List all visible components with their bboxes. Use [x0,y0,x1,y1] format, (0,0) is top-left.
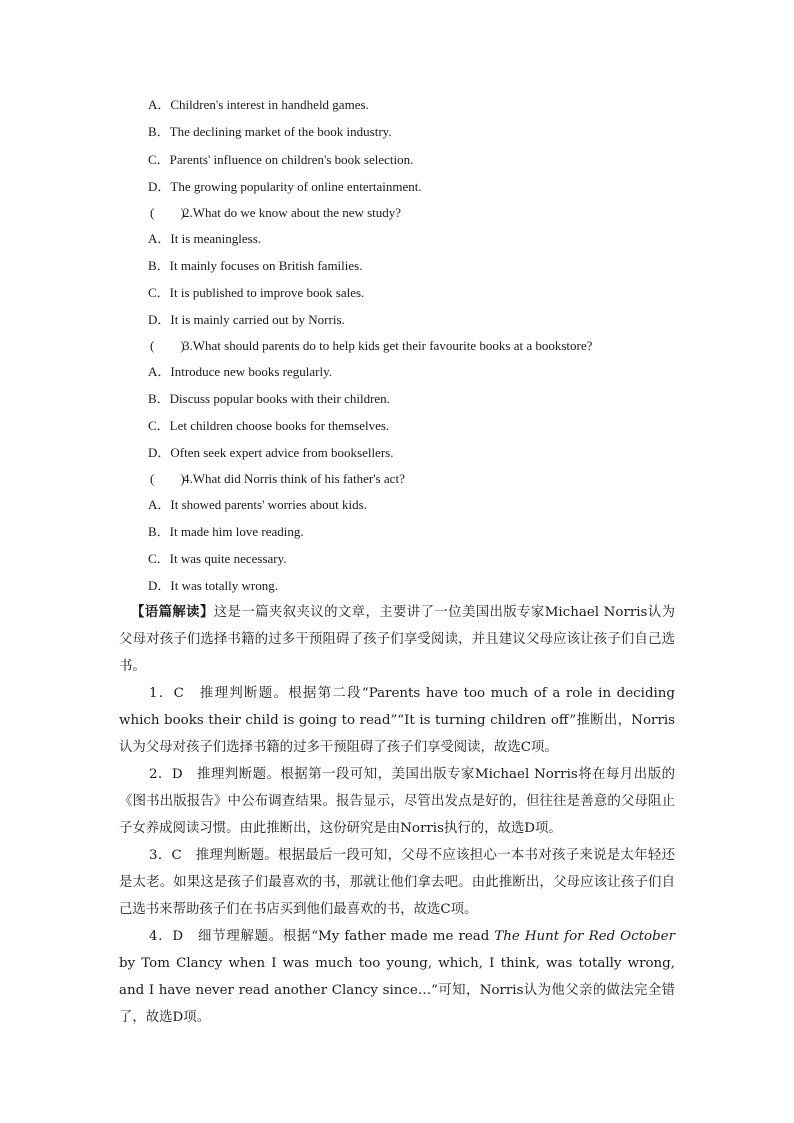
q1-option-c: C．Parents' influence on children's book selection. [148,152,414,167]
analysis-heading [119,599,675,680]
q3-option-b: B．Discuss popular books with their children. [148,391,390,406]
q1-option-d: D．The growing popularity of online entertainment. [148,179,422,194]
answer-2: 2．D 推理判断题。根据第一段可知，美国出版专家Michael Norris将在每月出版的《图书出版报告》中公布调查结果。报告显示，尽管出发点是好的，但往往是善意的父母阻止子女养成阅读习惯。由此推断出，这份研究是由Norris执行的，故选D项。 [119,767,675,836]
q2-stem [150,205,401,221]
q3-option-d: D．Often seek expert advice from booksellers. [148,445,394,460]
analysis-heading-label: 【语篇解读】 [131,604,214,620]
q4-option-c: C．It was quite necessary. [148,551,287,566]
q3-stem-text: 3.What should parents do to help kids get their favourite books at a bookstore? [183,338,593,353]
q3-answer-blank: ( ) [150,338,185,353]
q2-option-b: B．It mainly focuses on British families. [148,258,363,273]
answer-4-post: by Tom Clancy when I was much too young, which, I think, was totally wrong, and I have never read another Clancy since…”可知，Norris认为他父亲的做法完全错了，故选D项。 [119,956,675,1025]
answer-3: 3．C 推理判断题。根据最后一段可知，父母不应该担心一本书对孩子来说是太年轻还是太老。如果这是孩子们最喜欢的书，那就让他们拿去吧。由此推断出，父母应该让孩子们自己选书来帮助孩子们在书店买到他们最喜欢的书，故选C项。 [119,848,675,917]
answer-4-book-title: The Hunt for Red October [494,929,675,944]
analysis-heading-text: 这是一篇夹叙夹议的文章，主要讲了一位美国出版专家Michael Norris认为父母对孩子们选择书籍的过多干预阻碍了孩子们享受阅读，并且建议父母应该让孩子们自己选书。 [119,605,675,674]
q3-stem [150,338,592,354]
q4-option-b: B．It made him love reading. [148,524,304,539]
q2-option-a: A．It is meaningless. [148,231,262,246]
q4-stem-text: 4.What did Norris think of his father's act? [183,471,405,486]
q3-option-a: A．Introduce new books regularly. [148,364,332,379]
analysis-section [119,599,675,1031]
q2-option-d: D．It is mainly carried out by Norris. [148,312,345,327]
q2-stem-text: 2.What do we know about the new study? [183,205,402,220]
q1-option-a: A．Children's interest in handheld games. [148,97,369,112]
answer-4 [119,923,675,1031]
q2-option-c: C．It is published to improve book sales. [148,285,365,300]
q1-option-b: B．The declining market of the book industry. [148,124,392,139]
answer-1: 1．C 推理判断题。根据第二段“Parents have too much of a role in deciding which books their child is going to read”“It is turning children off”推断出，Norris认为父母对孩子们选择书籍的过多干预阻碍了孩子们享受阅读，故选C项。 [119,686,675,755]
q4-option-d: D．It was totally wrong. [148,578,278,593]
q4-option-a: A．It showed parents' worries about kids. [148,497,367,512]
q4-stem [150,471,405,487]
answer-4-pre: 4．D 细节理解题。根据“My father made me read [149,929,495,944]
q3-option-c: C．Let children choose books for themselves. [148,418,390,433]
q2-answer-blank: ( ) [150,205,185,220]
q4-answer-blank: ( ) [150,471,185,486]
